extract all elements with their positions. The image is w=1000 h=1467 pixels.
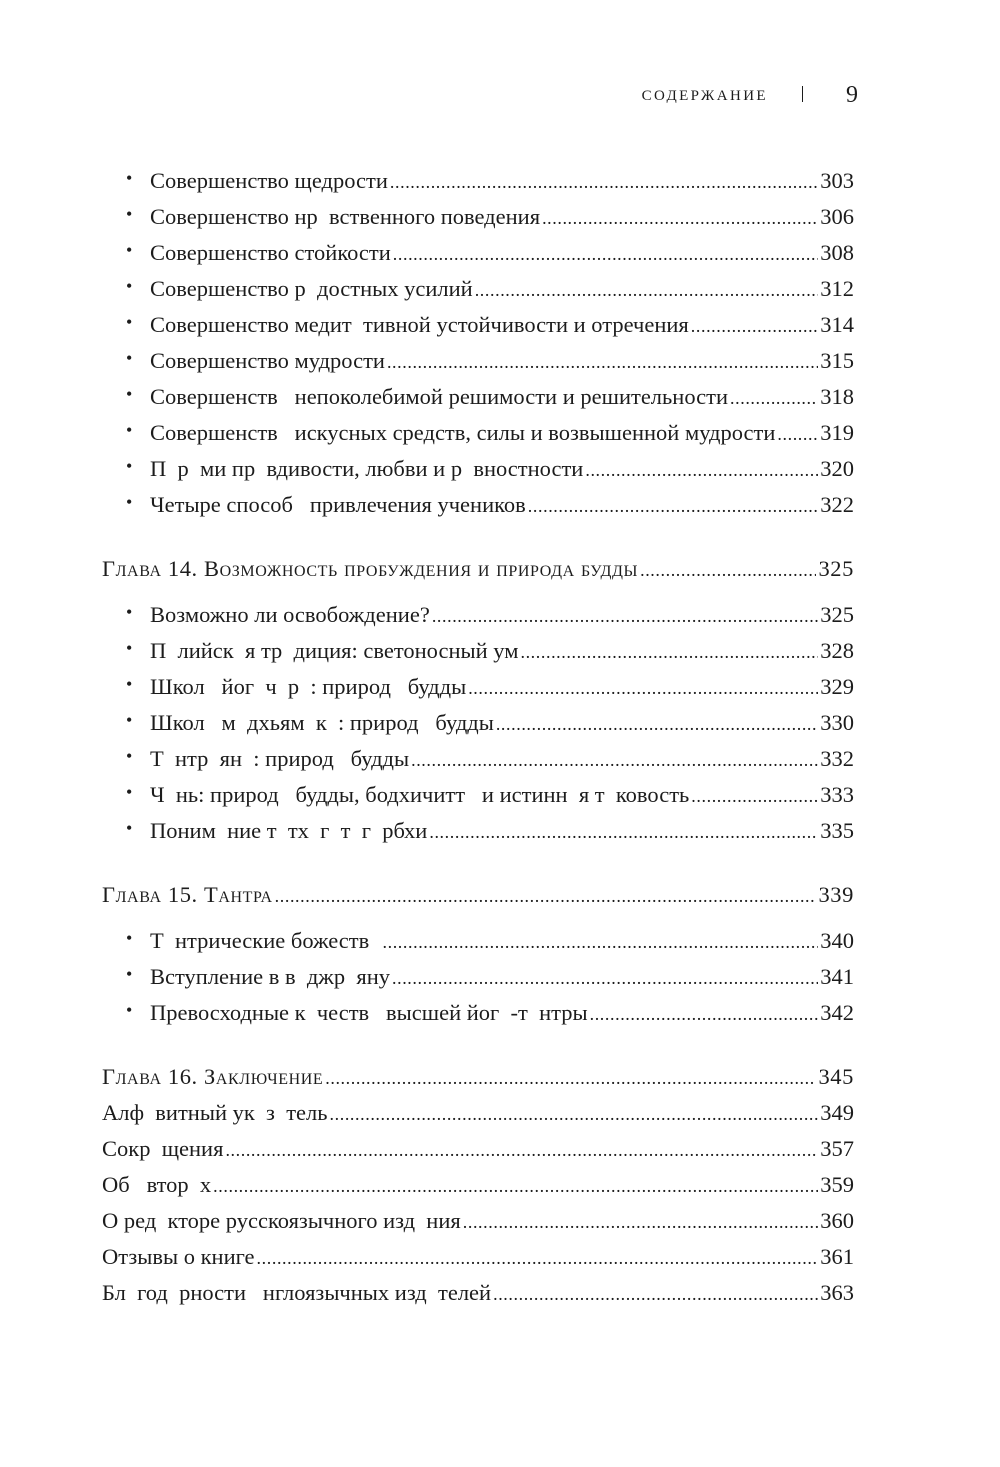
toc-entry[interactable] <box>102 782 854 818</box>
dot-leader <box>432 606 818 627</box>
toc-entry[interactable] <box>102 1208 854 1244</box>
dot-leader <box>325 1068 816 1089</box>
entry-page: 341 <box>820 964 854 989</box>
toc-entry[interactable] <box>102 638 854 674</box>
entry-title: Совершенств искусных средств, силы и возвышенной мудрости <box>150 420 776 445</box>
toc-entry[interactable] <box>102 384 854 420</box>
entry-page: 308 <box>820 240 854 265</box>
bullet-icon: • <box>126 928 133 948</box>
entry-page: 318 <box>820 384 854 409</box>
entry-title: Алф витный ук з тель <box>102 1100 328 1125</box>
dot-leader <box>777 424 818 445</box>
entry-title: Превосходные к честв высшей йог -т нтры <box>150 1000 588 1025</box>
entry-title: О ред кторе русскоязычного изд ния <box>102 1208 461 1233</box>
entry-title: Совершенств непоколебимой решимости и решительности <box>150 384 729 409</box>
entry-page: 314 <box>820 312 854 337</box>
entry-title: Об втор х <box>102 1172 212 1197</box>
toc-entry[interactable] <box>102 240 854 276</box>
toc-entry[interactable] <box>102 1000 854 1036</box>
toc-entry[interactable] <box>102 276 854 312</box>
entry-page: 320 <box>820 456 854 481</box>
bullet-icon: • <box>126 602 133 622</box>
entry-title: П лийск я тр диция: светоносный ум <box>150 638 519 663</box>
bullet-icon: • <box>126 384 133 404</box>
bullet-icon: • <box>126 818 133 838</box>
header-section-label: СОДЕРЖАНИЕ <box>641 88 768 104</box>
entry-page: 360 <box>820 1208 854 1233</box>
entry-page: 335 <box>820 818 854 843</box>
entry-page: 325 <box>820 602 854 627</box>
dot-leader <box>528 496 818 517</box>
toc-group-perfections <box>102 168 854 528</box>
dot-leader <box>640 560 816 581</box>
entry-page: 329 <box>820 674 854 699</box>
header-page-number: 9 <box>846 82 858 108</box>
toc-chapter-16[interactable] <box>102 1064 854 1100</box>
chapter-title: Глава 16. Заключение <box>102 1064 324 1089</box>
entry-title: Совершенство мудрости <box>150 348 385 373</box>
dot-leader <box>275 886 817 907</box>
bullet-icon: • <box>126 348 133 368</box>
dot-leader <box>730 388 818 409</box>
bullet-icon: • <box>126 456 133 476</box>
chapter-page: 325 <box>818 556 854 581</box>
bullet-icon: • <box>126 964 133 984</box>
toc-entry[interactable] <box>102 674 854 710</box>
bullet-icon: • <box>126 492 133 512</box>
toc-entry[interactable] <box>102 964 854 1000</box>
toc-entry[interactable] <box>102 1136 854 1172</box>
entry-page: 303 <box>820 168 854 193</box>
entry-page: 333 <box>820 782 854 807</box>
entry-page: 312 <box>820 276 854 301</box>
toc-chapter-14[interactable] <box>102 556 854 592</box>
bullet-icon: • <box>126 746 133 766</box>
entry-page: 328 <box>820 638 854 663</box>
dot-leader <box>493 1284 818 1305</box>
entry-title: Совершенство медит тивной устойчивости и отречения <box>150 312 689 337</box>
toc-entry[interactable] <box>102 492 854 528</box>
bullet-icon: • <box>126 168 133 188</box>
dot-leader <box>411 750 818 771</box>
toc-group-back-matter <box>102 1100 854 1316</box>
entry-page: 361 <box>820 1244 854 1269</box>
chapter-page: 339 <box>818 882 854 907</box>
entry-title: Отзывы о книге <box>102 1244 255 1269</box>
toc-chapter-15[interactable] <box>102 882 854 918</box>
entry-page: 340 <box>820 928 854 953</box>
entry-title: Вступление в в джр яну <box>150 964 390 989</box>
entry-title: Совершенство щедрости <box>150 168 388 193</box>
toc-entry[interactable] <box>102 168 854 204</box>
toc-entry[interactable] <box>102 746 854 782</box>
entry-page: 349 <box>820 1100 854 1125</box>
entry-title: П р ми пр вдивости, любви и р вностности <box>150 456 584 481</box>
entry-title: Четыре способ привлечения учеников <box>150 492 526 517</box>
toc-entry[interactable] <box>102 1172 854 1208</box>
dot-leader <box>691 786 818 807</box>
toc-group-tantra <box>102 928 854 1036</box>
entry-page: 322 <box>820 492 854 517</box>
entry-page: 306 <box>820 204 854 229</box>
dot-leader <box>387 352 818 373</box>
entry-title: Бл год рности нглоязычных изд телей <box>102 1280 492 1305</box>
entry-page: 363 <box>820 1280 854 1305</box>
toc-entry[interactable] <box>102 204 854 240</box>
header-divider <box>802 86 803 102</box>
dot-leader <box>475 280 819 301</box>
bullet-icon: • <box>126 782 133 802</box>
toc-entry[interactable] <box>102 818 854 854</box>
dot-leader <box>520 642 818 663</box>
entry-page: 332 <box>820 746 854 771</box>
dot-leader <box>496 714 818 735</box>
dot-leader <box>393 244 818 265</box>
toc-entry[interactable] <box>102 420 854 456</box>
dot-leader <box>383 932 819 953</box>
dot-leader <box>542 208 818 229</box>
toc-entry[interactable] <box>102 928 854 964</box>
dot-leader <box>463 1212 819 1233</box>
table-of-contents <box>102 168 854 1316</box>
dot-leader <box>213 1176 818 1197</box>
toc-entry[interactable] <box>102 710 854 746</box>
dot-leader <box>429 822 818 843</box>
bullet-icon: • <box>126 276 133 296</box>
entry-title: Т нтр ян : природ будды <box>150 746 410 771</box>
bullet-icon: • <box>126 710 133 730</box>
toc-entry[interactable] <box>102 456 854 492</box>
entry-title: Школ йог ч р : природ будды <box>150 674 467 699</box>
dot-leader <box>257 1248 819 1269</box>
entry-page: 315 <box>820 348 854 373</box>
entry-title: Поним ние т тх г т г рбхи <box>150 818 428 843</box>
entry-title: Школ м дхьям к : природ будды <box>150 710 494 735</box>
chapter-title: Глава 14. Возможность пробуждения и природа будды <box>102 556 639 581</box>
dot-leader <box>390 172 818 193</box>
bullet-icon: • <box>126 204 133 224</box>
dot-leader <box>225 1140 818 1161</box>
chapter-title: Глава 15. Тантра <box>102 882 273 907</box>
dot-leader <box>691 316 818 337</box>
chapter-page: 345 <box>818 1064 854 1089</box>
toc-entry[interactable] <box>102 312 854 348</box>
entry-title: Совершенство стойкости <box>150 240 391 265</box>
dot-leader <box>392 968 818 989</box>
entry-title: Возможно ли освобождение? <box>150 602 430 627</box>
entry-page: 319 <box>820 420 854 445</box>
dot-leader <box>330 1104 819 1125</box>
bullet-icon: • <box>126 674 133 694</box>
entry-title: Т нтрические божеств <box>150 928 381 953</box>
toc-entry[interactable] <box>102 1280 854 1316</box>
entry-page: 342 <box>820 1000 854 1025</box>
running-header <box>0 82 1000 114</box>
bullet-icon: • <box>126 1000 133 1020</box>
entry-title: Ч нь: природ будды, бодхичитт и истинн я т ковость <box>150 782 690 807</box>
entry-title: Совершенство нр вственного поведения <box>150 204 541 229</box>
entry-page: 359 <box>820 1172 854 1197</box>
dot-leader <box>590 1004 819 1025</box>
toc-entry[interactable] <box>102 1244 854 1280</box>
bullet-icon: • <box>126 638 133 658</box>
entry-page: 330 <box>820 710 854 735</box>
bullet-icon: • <box>126 240 133 260</box>
toc-group-buddha-nature <box>102 602 854 854</box>
dot-leader <box>585 460 818 481</box>
toc-entry[interactable] <box>102 348 854 384</box>
bullet-icon: • <box>126 420 133 440</box>
entry-title: Совершенство р достных усилий <box>150 276 473 301</box>
toc-entry[interactable] <box>102 1100 854 1136</box>
dot-leader <box>468 678 818 699</box>
bullet-icon: • <box>126 312 133 332</box>
entry-title: Сокр щения <box>102 1136 224 1161</box>
toc-entry[interactable] <box>102 602 854 638</box>
entry-page: 357 <box>820 1136 854 1161</box>
